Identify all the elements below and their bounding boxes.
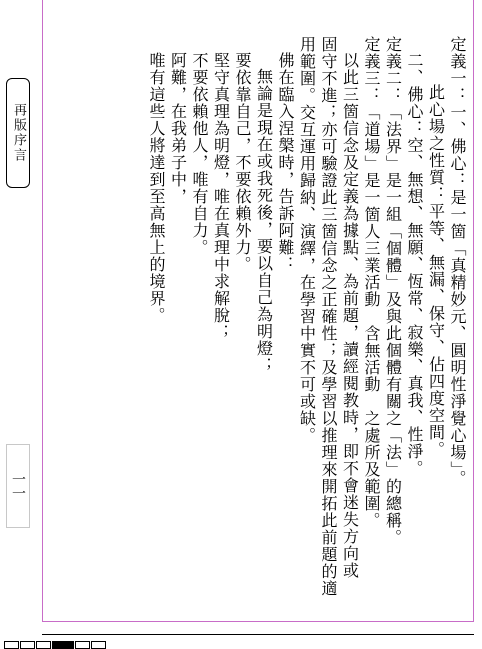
- toolbar-button[interactable]: [20, 641, 35, 649]
- toolbar-button[interactable]: [75, 641, 90, 649]
- toolbar-button[interactable]: [4, 641, 19, 649]
- text-line: 堅守真理為明燈，唯在真理中求解脫；: [211, 52, 231, 341]
- text-line: 不要依賴他人，唯有自力。: [190, 52, 209, 256]
- text-line: 用範圍。交互運用歸納、演繹，在學習中實不可或缺。: [297, 36, 317, 444]
- toolbar-button[interactable]: [91, 641, 106, 649]
- section-tab-label: 再版序言: [11, 103, 26, 163]
- text-line: 固守不進；亦可驗證此三箇信念之正確性；及學習以推理來開拓此前題的適: [319, 36, 338, 597]
- text-line: 要依靠自己，不要依賴外力。: [233, 52, 252, 273]
- bottom-toolbar: [4, 641, 107, 649]
- page-number: 一一: [10, 472, 26, 500]
- text-line: 定義三：「道場」是一箇人三業活動 含無活動 之處所及範圍。: [362, 36, 381, 529]
- text-line: 定義二：「法界」是一組「個體」及與此個體有關之「法」的總稱。: [383, 36, 403, 546]
- page-number-tab: [6, 444, 30, 528]
- text-line: 唯有這些人將達到至高無上的境界。: [147, 52, 166, 324]
- text-line: 佛在臨入涅槃時，告訴阿難：: [276, 52, 295, 273]
- toolbar-button[interactable]: [36, 641, 51, 649]
- text-line: 此心場之性質：平等、無漏、保守、佔四度空間。: [426, 84, 446, 458]
- toolbar-button[interactable]: [52, 641, 74, 649]
- text-line: 無論是現在或我死後，要以自己為明燈；: [254, 68, 274, 374]
- text-line: 以此三箇信念及定義為據點、為前題，讀經閱教時，即不會迷失方向或: [340, 52, 360, 579]
- section-tab-title[interactable]: [6, 78, 30, 188]
- text-line: 定義一：一、佛心：是一箇「真精妙元、圓明性淨覺心場」。: [448, 36, 467, 487]
- text-line: 二、佛心：空、無想、無願、恆常、寂樂、真我、性淨。: [405, 52, 424, 477]
- text-line: 阿難，在我弟子中，: [168, 52, 188, 205]
- bottom-divider: [42, 634, 474, 635]
- document-body: [48, 36, 468, 618]
